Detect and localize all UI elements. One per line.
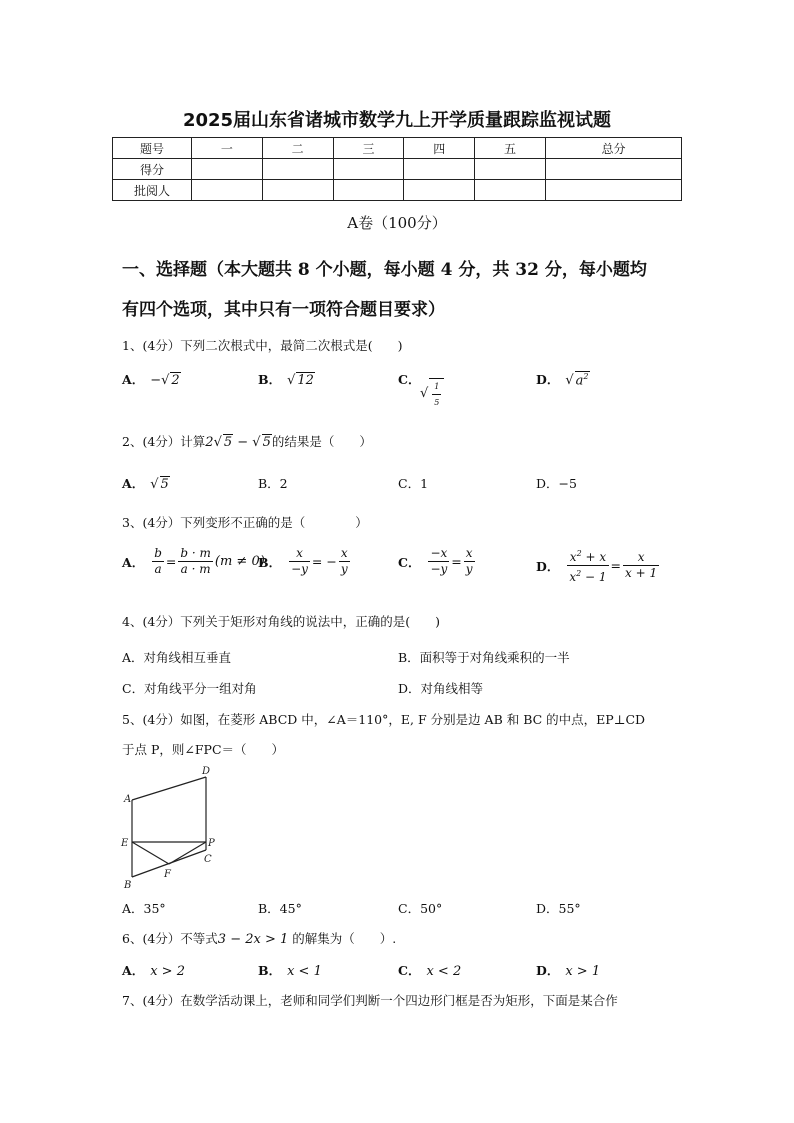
q1-option-b[interactable]: [258, 370, 315, 388]
option-label: A．: [122, 476, 145, 491]
label-p: P: [208, 838, 215, 849]
q6-c-math: x < 2: [426, 964, 462, 979]
q3-a-condition: (m ≠ 0): [214, 554, 265, 569]
q1-option-a[interactable]: [122, 370, 181, 388]
segment-fp: [169, 842, 206, 864]
q6-option-a[interactable]: [122, 961, 185, 979]
q6-option-d[interactable]: [536, 961, 600, 979]
reviewer-row: [113, 180, 682, 201]
q3-stem: 3、(4分）下列变形不正确的是（ ）: [122, 515, 368, 530]
reviewer-cell[interactable]: [333, 180, 404, 201]
q6-stem: [122, 929, 396, 947]
q3-d-frac-right: $\frac{x}{x + 1}$: [625, 550, 658, 580]
score-cell[interactable]: [475, 159, 546, 180]
q3-b-frac-right: $\frac{x}{y}$: [340, 546, 348, 576]
label-a: A: [124, 794, 132, 805]
q1-option-d[interactable]: [536, 370, 590, 388]
q3-d-frac-left: $\frac{x^2 + x}{x^2 - 1}$: [567, 546, 608, 585]
option-label: C．: [398, 372, 421, 387]
q1-a-math: −√ 2: [150, 373, 180, 388]
q2-stem-post: 的结果是（ ）: [271, 434, 372, 449]
q3-a-frac-left: $\frac{b}{a}$: [154, 546, 162, 576]
q3-option-b[interactable]: B． $\frac{x}{-y}$ = − $\frac{x}{y}$: [258, 546, 348, 576]
row-label: 得分: [113, 159, 192, 180]
label-e: E: [121, 838, 129, 849]
q6-option-b[interactable]: [258, 961, 322, 979]
q4-option-a[interactable]: A．对角线相互垂直: [122, 650, 232, 665]
reviewer-cell[interactable]: [262, 180, 333, 201]
edge-ad: [132, 777, 206, 800]
q3-a-frac-right: $\frac{b \cdot m}{a \cdot m}$: [180, 546, 211, 576]
q4-option-c[interactable]: C．对角线平分一组对角: [122, 681, 257, 696]
q4-option-d[interactable]: D．对角线相等: [398, 681, 484, 696]
q6-option-c[interactable]: [398, 961, 461, 979]
q3-option-a[interactable]: A． $\frac{b}{a}$ = $\frac{b \cdot m}{a \cdot m}$ (m ≠ 0): [122, 546, 265, 576]
option-label: B．: [258, 372, 282, 387]
q2-a-math: √ 5: [150, 477, 169, 492]
header-cell: 题号: [113, 138, 192, 159]
option-label: C．: [398, 554, 421, 570]
header-cell: 四: [404, 138, 475, 159]
q6-stem-math: 3 − 2x > 1: [217, 932, 289, 947]
q5-option-a[interactable]: A．35°: [122, 901, 166, 916]
label-d: D: [202, 766, 211, 777]
q4-stem: 4、(4分）下列关于矩形对角线的说法中，正确的是( ): [122, 614, 441, 629]
q7-stem: 7、(4分）在数学活动课上，老师和同学们判断一个四边形门框是否为矩形，下面是某合作: [122, 993, 618, 1008]
q6-stem-pre: 6、(4分）不等式: [122, 931, 218, 946]
label-b: B: [124, 880, 132, 891]
section-a-heading: A卷（100分）: [347, 214, 447, 232]
option-label: B．: [258, 963, 282, 978]
option-label: D．: [536, 558, 560, 574]
q1-b-math: √ 12: [287, 373, 314, 388]
label-c: C: [204, 854, 212, 865]
part1-heading-line1: 一、选择题（本大题共 8 个小题，每小题 4 分，共 32 分，每小题均: [122, 260, 647, 280]
part1-heading-line2: 有四个选项，其中只有一项符合题目要求）: [122, 300, 445, 320]
q3-option-d[interactable]: D． $\frac{x^2 + x}{x^2 - 1}$ = $\frac{x}{x + 1}$: [536, 546, 661, 585]
q6-d-math: x > 1: [565, 964, 601, 979]
q1-c-math: √ $\frac{1}{5}$: [420, 378, 444, 410]
header-cell: 总分: [545, 138, 681, 159]
label-f: F: [164, 869, 171, 880]
option-label: C．: [398, 963, 421, 978]
page-title: 2025届山东省诸城市数学九上开学质量跟踪监视试题: [182, 110, 612, 131]
q3-option-c[interactable]: C． $\frac{-x}{-y}$ = $\frac{x}{y}$: [398, 546, 473, 576]
q2-stem-math: 2√ 5 − √ 5: [205, 435, 271, 450]
reviewer-cell[interactable]: [475, 180, 546, 201]
q3-c-frac-right: $\frac{x}{y}$: [465, 546, 473, 576]
q6-b-math: x < 1: [287, 964, 322, 979]
q5-stem-line2: 于点 P，则∠FPC＝（ ）: [122, 742, 285, 757]
header-cell: 二: [262, 138, 333, 159]
header-cell: 五: [475, 138, 546, 159]
score-cell[interactable]: [545, 159, 681, 180]
q1-d-math: √ $a^2$: [565, 371, 589, 388]
option-label: A．: [122, 554, 145, 570]
score-cell[interactable]: [192, 159, 263, 180]
q5-stem-line1: 5、(4分）如图，在菱形 ABCD 中，∠A＝110°，E, F 分别是边 AB 和 BC 的中点，EP⊥CD: [122, 712, 646, 727]
score-cell[interactable]: [404, 159, 475, 180]
q1-stem: 1、(4分）下列二次根式中，最简二次根式是( ): [122, 338, 403, 353]
score-table: [112, 137, 682, 201]
reviewer-cell[interactable]: [192, 180, 263, 201]
option-label: D．: [536, 372, 560, 387]
q2-stem-pre: 2、(4分）计算: [122, 434, 206, 449]
q4-option-b[interactable]: B．面积等于对角线乘积的一半: [398, 650, 570, 665]
header-cell: 三: [333, 138, 404, 159]
q5-option-b[interactable]: B．45°: [258, 901, 302, 916]
option-label: B．: [258, 554, 282, 570]
q3-c-frac-left: $\frac{-x}{-y}$: [430, 546, 448, 576]
reviewer-cell[interactable]: [545, 180, 681, 201]
q2-option-d[interactable]: D．−5: [536, 476, 577, 491]
score-cell[interactable]: [333, 159, 404, 180]
q5-rhombus-figure: [116, 762, 226, 892]
score-cell[interactable]: [262, 159, 333, 180]
score-table-header-row: [113, 138, 682, 159]
option-label: D．: [536, 963, 560, 978]
option-label: A．: [122, 963, 145, 978]
row-label: 批阅人: [113, 180, 192, 201]
q6-a-math: x > 2: [150, 964, 185, 979]
q2-stem: [122, 432, 372, 450]
q2-option-a[interactable]: [122, 474, 170, 492]
header-cell: 一: [192, 138, 263, 159]
q5-option-c[interactable]: C．50°: [398, 901, 443, 916]
q2-option-c[interactable]: C．1: [398, 476, 429, 491]
q6-stem-post: 的解集为（ ）.: [292, 931, 397, 946]
segment-ef: [132, 842, 169, 864]
q3-b-frac-left: $\frac{x}{-y}$: [291, 546, 308, 576]
q2-option-b[interactable]: B．2: [258, 476, 288, 491]
reviewer-cell[interactable]: [404, 180, 475, 201]
q5-option-d[interactable]: D．55°: [536, 901, 581, 916]
option-label: A．: [122, 372, 145, 387]
score-row: [113, 159, 682, 180]
